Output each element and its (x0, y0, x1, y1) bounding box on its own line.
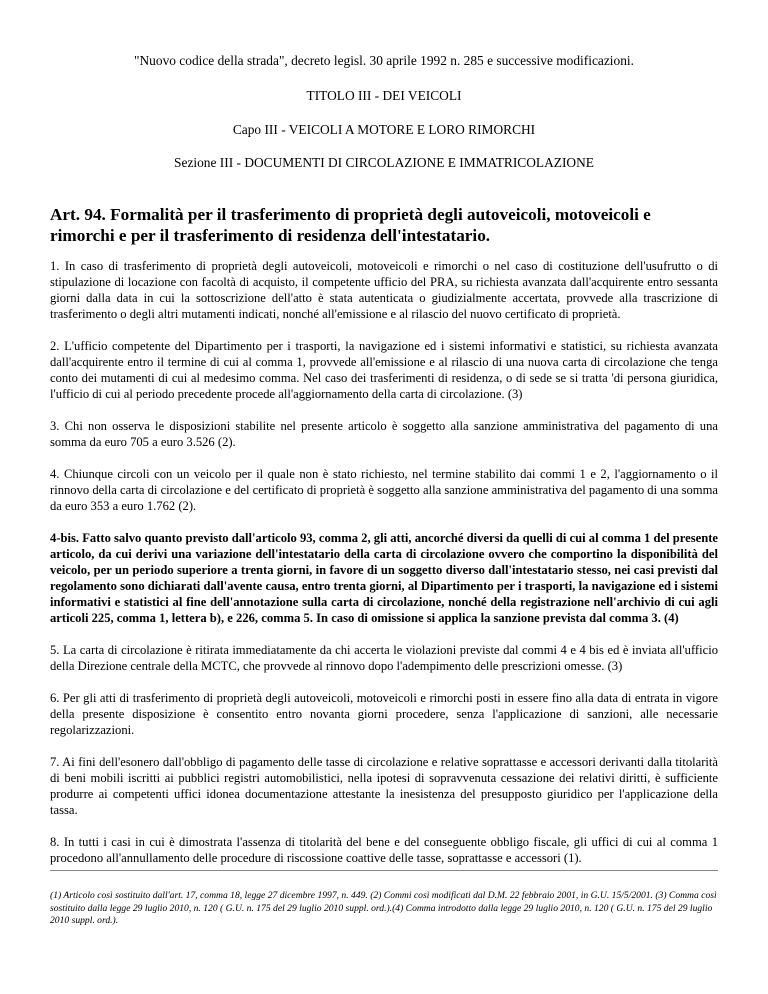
law-reference: "Nuovo codice della strada", decreto legisl. 30 aprile 1992 n. 285 e successive modificazioni. (134, 53, 634, 68)
title-heading: TITOLO III - DEI VEICOLI (306, 88, 462, 103)
paragraph-4: 4. Chiunque circoli con un veicolo per il quale non è stato richiesto, nel termine stabilito dai commi 1 e 2, l'aggiornamento o il rinnovo della carta di circolazione e del certificato di proprietà è soggetto alla sanzione amministrativa del pagamento di una somma da euro 353 a euro 1.762 (2). (50, 467, 718, 513)
chapter-heading: Capo III - VEICOLI A MOTORE E LORO RIMORCHI (232, 122, 536, 137)
paragraph-8: 8. In tutti i casi in cui è dimostrata l'assenza di titolarità del bene e del conseguente obbligo fiscale, gli uffici di cui al comma 1 procedono all'annullamento delle procedure di riscossione coattive delle tasse, soprattasse e accessori (1). (50, 835, 718, 865)
section-heading: Sezione III - DOCUMENTI DI CIRCOLAZIONE E IMMATRICOLAZIONE (174, 155, 594, 170)
paragraph-7: 7. Ai fini dell'esonero dall'obbligo di pagamento delle tasse di circolazione e relative soprattasse e accessori derivanti dalla titolarità di beni mobili iscritti ai pubblici registri automobilistici, nella ipotesi di sopravvenuta cessazione dei relativi diritti, è sufficiente produrre ai competenti uffici idonea documentazione attestante la inesistenza del presupposto giuridico per l'applicazione della tassa. (50, 755, 718, 817)
footnote-divider (50, 870, 718, 871)
paragraph-4-bis: 4-bis. Fatto salvo quanto previsto dall'articolo 93, comma 2, gli atti, ancorché diversi da quelli di cui al comma 1 del presente articolo, da cui derivi una variazione dell'intestatario della carta di circolazione ovvero che comportino la disponibilità del veicolo, per un periodo superiore a trenta giorni, in favore di un soggetto diverso dall'intestatario stesso, nei casi previsti dal regolamento sono dichiarati dall'avente causa, entro trenta giorni, al Dipartimento per i trasporti, la navigazione ed i sistemi informativi e statistici al fine dell'annotazione sulla carta di circolazione, nonché della registrazione nell'archivio di cui agli articoli 225, comma 1, lettera b), e 226, comma 5. In caso di omissione si applica la sanzione prevista dal comma 3. (4) (50, 531, 718, 625)
article-body (50, 258, 718, 882)
article-title: Art. 94. Formalità per il trasferimento di proprietà degli autoveicoli, motoveicoli e rimorchi e per il trasferimento di residenza dell'intestatario. (50, 205, 651, 245)
paragraph-1: 1. In caso di trasferimento di proprietà degli autoveicoli, motoveicoli e rimorchi o nel caso di costituzione dell'usufrutto o di stipulazione di locazione con facoltà di acquisto, il competente ufficio del PRA, su richiesta avanzata dall'acquirente entro sessanta giorni dalla data in cui la sottoscrizione dell'atto è stata autenticata o giudizialmente accertata, provvede alla trascrizione di trasferimento o degli altri mutamenti indicati, nonché all'emissione e al rilascio del nuovo certificato di proprietà. (50, 259, 718, 321)
footnotes: (1) Articolo così sostituito dall'art. 17, comma 18, legge 27 dicembre 1997, n. 449. (2) Commi così modificati dal D.M. 22 febbraio 2001, in G.U. 15/5/2001. (3) Comma così sostituito dalla legge 29 luglio 2010, n. 120 ( G.U. n. 175 del 29 luglio 2010 suppl. ord.).(4) Comma introdotto dalla legge 29 luglio 2010, n. 120 ( G.U. n. 175 del 29 luglio 2010 suppl. ord.). (50, 890, 717, 927)
paragraph-3: 3. Chi non osserva le disposizioni stabilite nel presente articolo è soggetto alla sanzione amministrativa del pagamento di una somma da euro 705 a euro 3.526 (2). (50, 419, 718, 449)
paragraph-2: 2. L'ufficio competente del Dipartimento per i trasporti, la navigazione ed i sistemi informativi e statistici, su richiesta avanzata dall'acquirente entro il termine di cui al comma 1, provvede all'emissione e al rilascio di una nuova carta di circolazione che tenga conto dei mutamenti di cui al medesimo comma. Nel caso dei trasferimenti di residenza, o di sede se si tratta 'di persona giuridica, l'ufficio di cui al periodo precedente procede all'aggiornamento della carta di circolazione. (3) (50, 339, 718, 401)
paragraph-5: 5. La carta di circolazione è ritirata immediatamente da chi accerta le violazioni previste dal commi 4 e 4 bis ed è inviata all'ufficio della Direzione centrale della MCTC, che provvede al rinnovo dopo l'adempimento delle prescrizioni omesse. (3) (50, 643, 718, 673)
paragraph-6: 6. Per gli atti di trasferimento di proprietà degli autoveicoli, motoveicoli e rimorchi posti in essere fino alla data di entrata in vigore della presente disposizione è consentito entro novanta giorni procedere, senza l'applicazione di sanzioni, alle necessarie regolarizzazioni. (50, 691, 718, 737)
